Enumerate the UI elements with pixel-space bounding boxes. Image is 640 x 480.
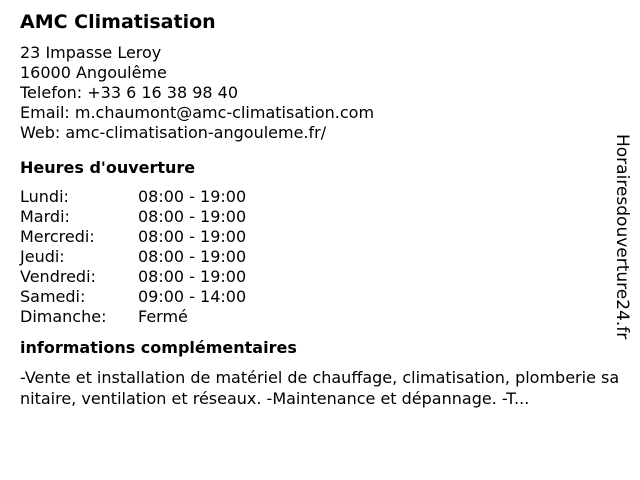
web-label: Web: [20,123,66,142]
opening-hours-table [20,187,620,327]
day-label: Mardi: [20,207,70,226]
website-link[interactable]: amc-climatisation-angouleme.fr/ [65,123,327,142]
hours-row-vendredi [20,267,620,287]
street-address: 23 Impasse Leroy [20,43,162,62]
business-card [20,10,620,409]
hours-row-lundi [20,187,620,207]
day-label: Samedi: [20,287,86,306]
time-range: 08:00 - 19:00 [138,207,247,226]
hours-row-samedi [20,287,620,307]
additional-info-text: -Vente et installation de matériel de chauffage, climatisation, plomberie sanitaire, ventilation et réseaux. -Maintenance et dépannage. -T... [20,368,620,408]
business-name: AMC Climatisation [20,11,216,33]
hours-row-mardi [20,207,620,227]
opening-hours-heading: Heures d'ouverture [20,158,196,177]
time-range: 08:00 - 19:00 [138,267,247,286]
day-label: Mercredi: [20,227,95,246]
website-line [20,123,620,143]
hours-row-jeudi [20,247,620,267]
hours-row-dimanche [20,307,620,327]
day-label: Lundi: [20,187,69,206]
email-label: Email: [20,103,75,122]
time-range: 08:00 - 19:00 [138,227,247,246]
email-line [20,103,620,123]
phone-number[interactable]: Telefon: +33 6 16 38 98 40 [20,83,239,102]
email-link[interactable]: m.chaumont@amc-climatisation.com [74,103,375,122]
additional-info-heading: informations complémentaires [20,338,297,357]
time-range: 08:00 - 19:00 [138,247,247,266]
time-range: Fermé [138,307,188,326]
time-range: 09:00 - 14:00 [138,287,247,306]
day-label: Dimanche: [20,307,107,326]
time-range: 08:00 - 19:00 [138,187,247,206]
hours-row-mercredi [20,227,620,247]
contact-block [20,43,620,143]
day-label: Jeudi: [20,247,65,266]
city-address: 16000 Angoulême [20,63,167,82]
site-watermark: Horairesdouverture24.fr [612,134,632,340]
day-label: Vendredi: [20,267,96,286]
